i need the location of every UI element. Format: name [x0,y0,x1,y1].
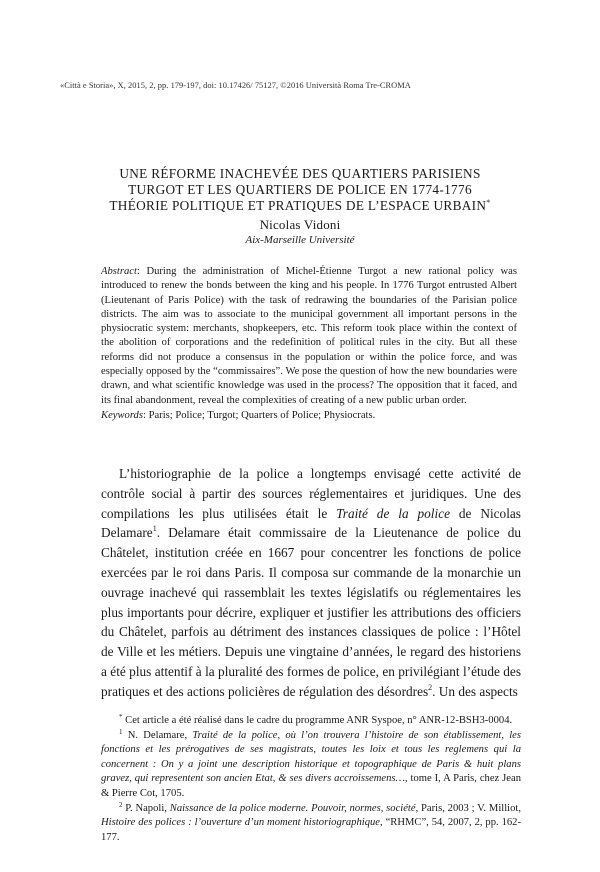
journal-reference: «Città e Storia», X, 2015, 2, pp. 179-197, doi: 10.17426/ 75127, ©2016 Università Roma Tre-CROMA [60,81,411,90]
footnote-1-text-a: N. Delamare, [122,729,193,741]
body-text-3: . Delamare était commissaire de la Lieutenance de police du Châtelet, institution créée en 1667 pour concentrer les fonctions de police exercées par le roi dans Paris. Il composa sur commande de la monarchie un ouvrage inachevé qui rassemblait les textes législatifs ou réglementaires les plus importants pour décrire, expliquer et justifier les attributions des officiers du Châtelet, parfois au détriment des instances classiques de police : l’Hôtel de Ville et les métiers. Depuis une vingtaine d’années, le regard des historiens a été plus attentif à la pluralité des formes de police, en privilégiant l’étude des pratiques et des actions policières de régulation des désordres [101,525,521,699]
title-line-2: TURGOT ET LES QUARTIERS DE POLICE EN 1774-1776 [128,182,472,197]
footnote-ref-1[interactable]: 1 [152,524,157,534]
footnote-star [101,714,521,729]
footnote-2 [101,802,521,846]
body-text-2: de Nicolas Delamare [101,505,521,541]
author-name: Nicolas Vidoni [259,217,341,232]
footnote-2-mark: 2 [119,800,123,809]
title-line-1: UNE RÉFORME INACHEVÉE DES QUARTIERS PARISIENS [119,166,481,181]
keywords-label: Keywords [101,409,143,421]
body-text-4: . Un des aspects [432,683,518,699]
abstract-text: : During the administration of Michel-Étienne Turgot a new rational policy was introduced to renew the bonds between the king and his people. In 1776 Turgot entrusted Albert (Lieutenant of Paris Police) with the task of redrawing the boundaries of the Parisian police districts. The aim was to associate to the municipal government all important persons in the physiocratic system: merchants, shopkeepers, etc. This reform took place within the context of the abolition of corporations and the redefinition of political rules in the city. But all these reforms did not produce a consensus in the population or within the police force, and was especially opposed by the “commissaires”. We pose the question of how the new boundaries were drawn, and what scientific knowledge was used in the process? The opposition that it faced, and its final abandonment, reveal the complexities of creating of a new public urban order. [101,266,517,406]
abstract [101,265,517,423]
footnote-ref-2[interactable]: 2 [428,682,433,692]
footnote-1-mark: 1 [119,727,123,736]
footnote-2-text-a: P. Napoli, [122,802,170,814]
title-line-3-text: THÉORIE POLITIQUE ET PRATIQUES DE L’ESPACE URBAIN [109,198,487,213]
footnote-star-mark: * [119,713,123,721]
footnote-2-title-2: Histoire des polices : l’ouverture d’un moment historiographique [101,817,381,829]
footnote-2-text-b: , Paris, 2003 ; V. Milliot, [415,802,521,814]
body-cited-title: Traité de la police [336,505,450,521]
footnote-1-title: Traité de la police, où l’on trouvera l’histoire de son établissement, les fonctions et les prérogatives de ses magistrats, toutes les loix et tous les reglemens qui la concernent : On y a joint une description historique et topographique de Paris & huit plans gravez, qui representent son ancien Etat, & ses divers accroissemens… [101,729,521,785]
footnote-1-text-b: , tome I, A Paris, chez Jean & Pierre Cot, 1705. [101,773,521,799]
footnote-1 [101,729,521,802]
title-footnote-marker: * [486,198,491,207]
article-title-block [40,166,560,247]
title-line-3 [40,198,560,214]
footnote-2-title-1: Naissance de la police moderne. Pouvoir, normes, société [169,802,416,814]
footnote-star-text: Cet article a été réalisé dans le cadre du programme ANR Syspoe, n° ANR-12-BSH3-0004. [122,715,513,726]
abstract-paragraph [101,265,517,408]
keywords [101,409,517,423]
abstract-label: Abstract [101,266,137,277]
footnotes [101,714,521,845]
author-affiliation: Aix-Marseille Université [245,234,355,246]
body-paragraph [101,464,521,702]
keywords-text: : Paris; Police; Turgot; Quarters of Police; Physiocrats. [142,409,376,421]
body-text-1: L’historiographie de la police a longtemps envisagé cette activité de contrôle social à partir des sources réglementaires et juridiques. Une des compilations les plus utilisées était le [101,466,521,521]
footnote-2-text-c: , “RHMC”, 54, 2007, 2, pp. 162-177. [101,817,521,843]
